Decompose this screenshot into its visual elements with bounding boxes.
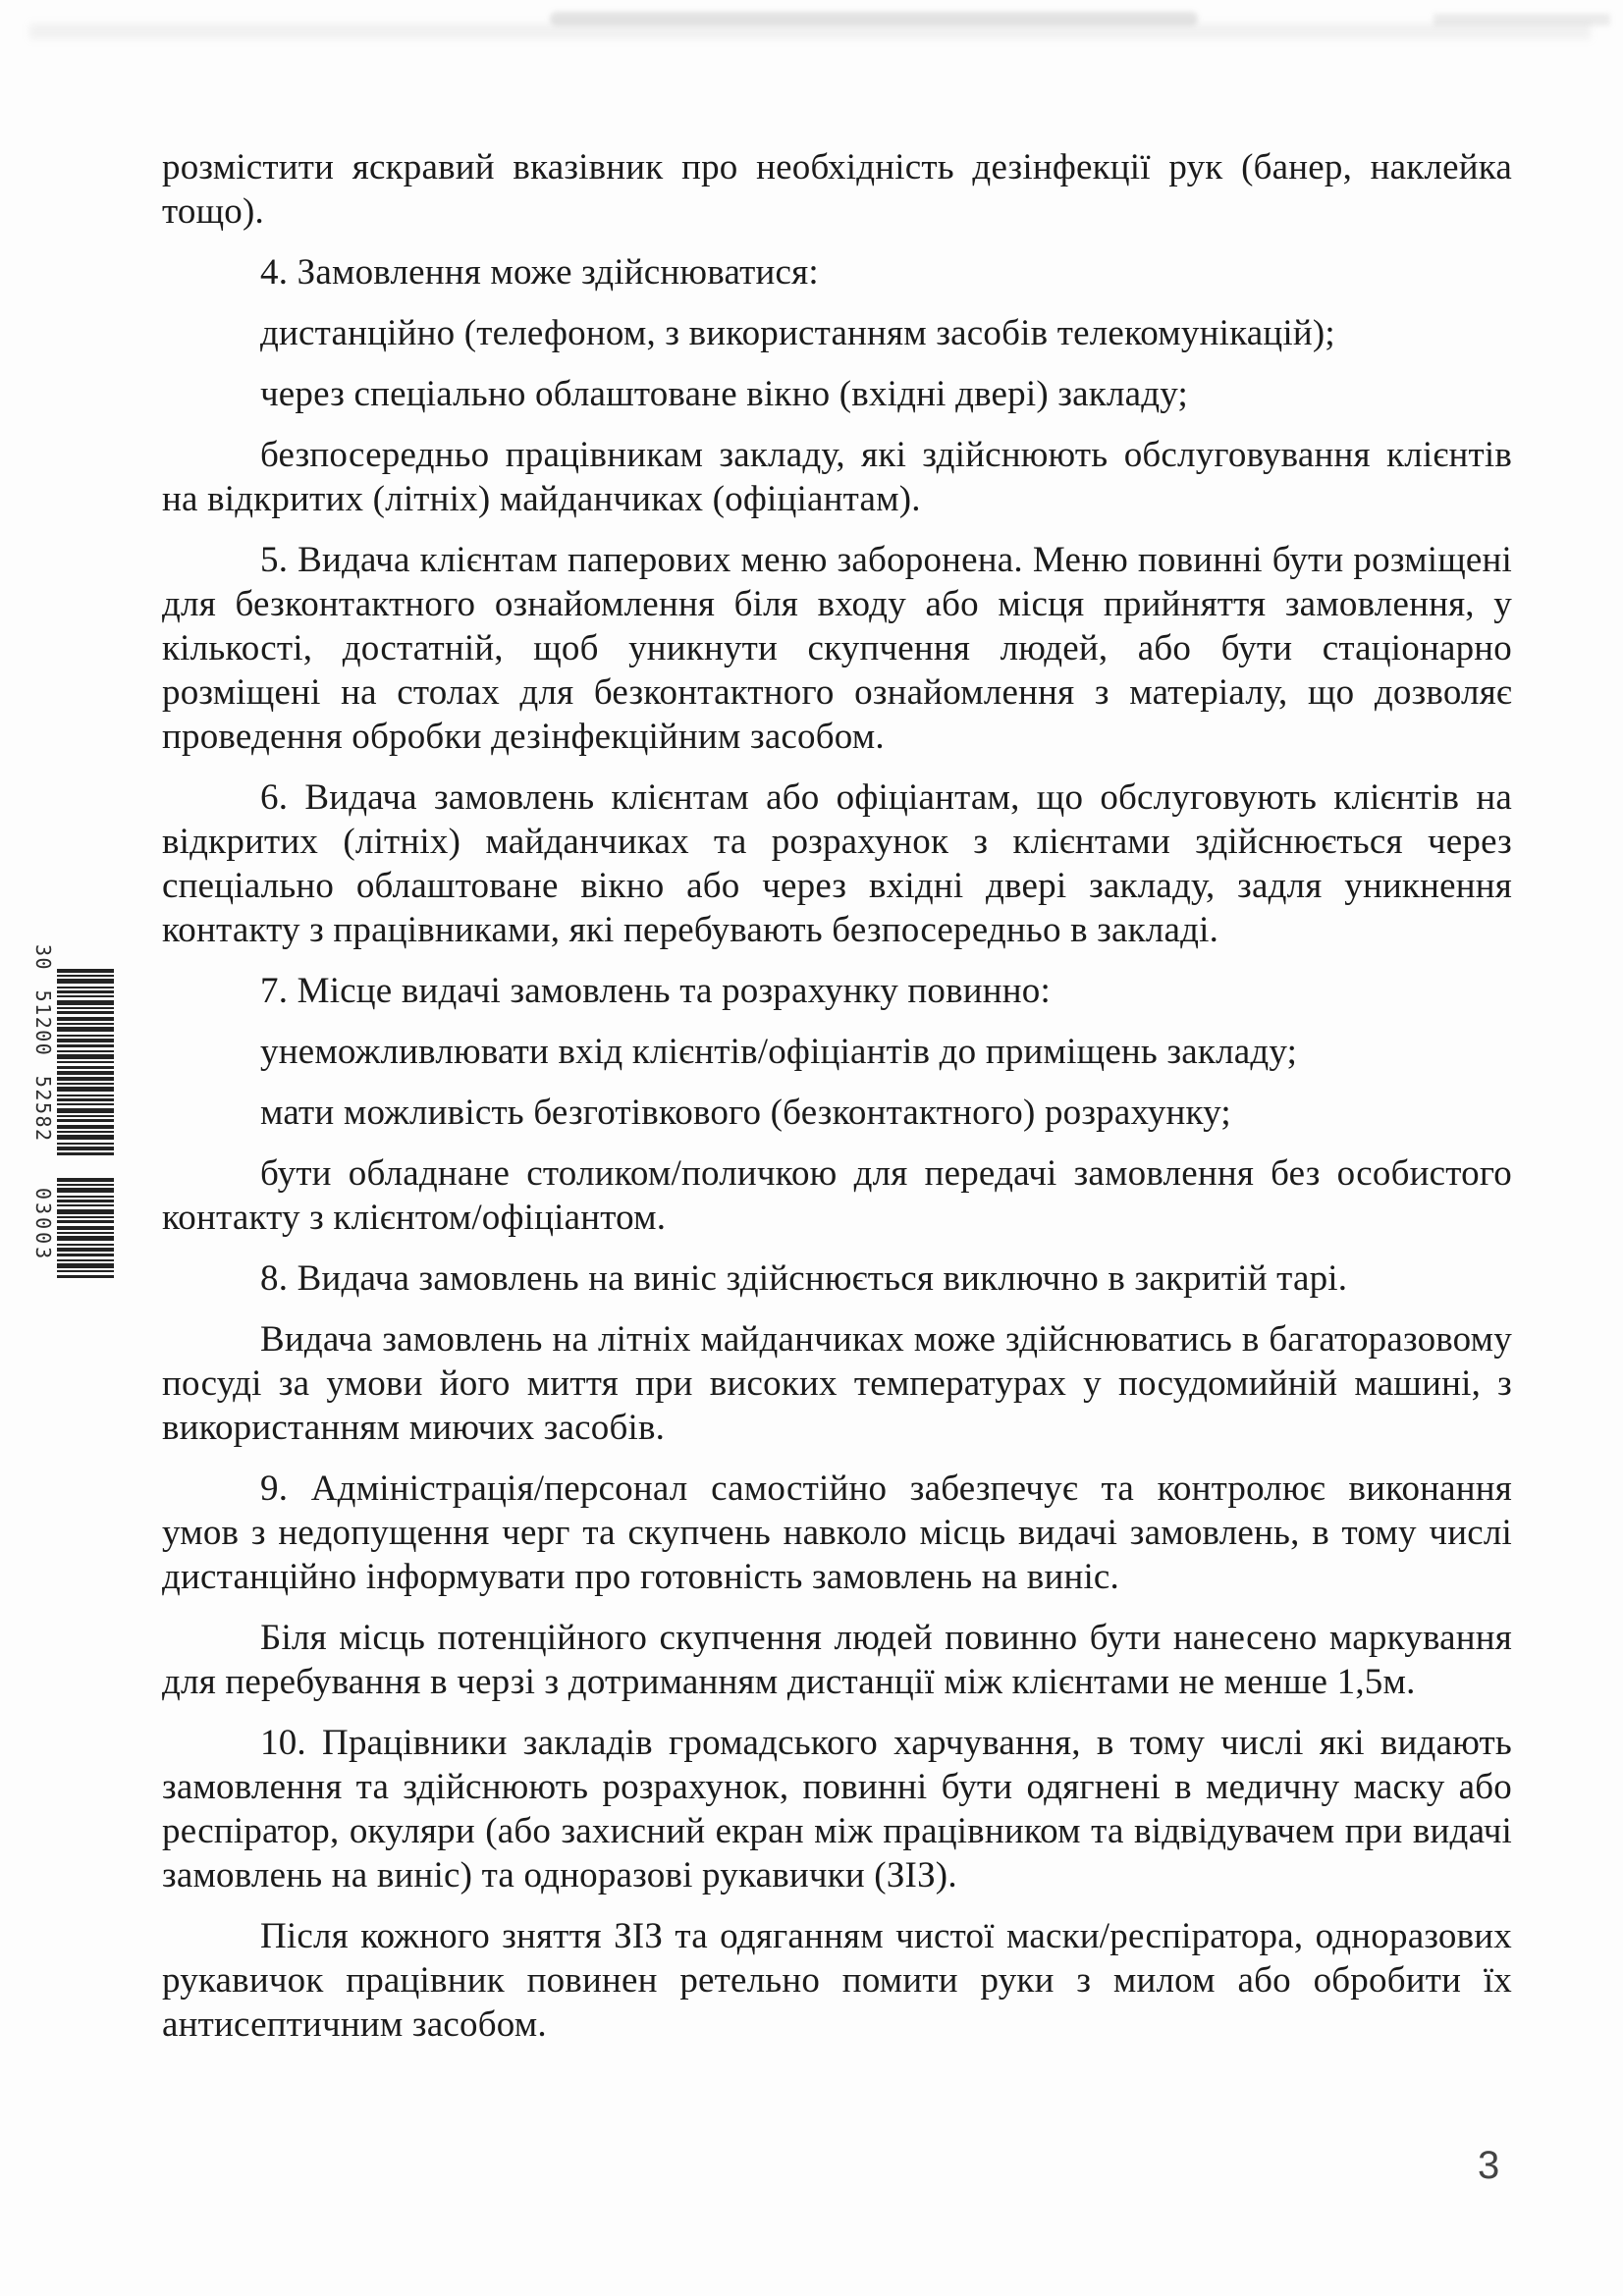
paragraph: 5. Видача клієнтам паперових меню заборонена. Меню повинні бути розміщені для безконтактного ознайомлення біля входу або місця прийняття замовлення, у кількості, достатній, щоб уникнути скупчення людей, або бути стаціонарно розміщені на столах для безконтактного ознайомлення з матеріалу, що дозволяє проведення обробки дезінфекційним засобом. xyxy=(162,540,1512,757)
paragraph: безпосередньо працівникам закладу, які здійснюють обслуговування клієнтів на відкритих (літніх) майданчиках (офіціантам). xyxy=(162,435,1512,519)
barcode xyxy=(26,944,114,1286)
document-text xyxy=(162,145,1512,2047)
paragraph: через спеціально облаштоване вікно (вхідні двері) закладу; xyxy=(260,374,1188,414)
paragraph: розмістити яскравий вказівник про необхідність дезінфекції рук (банер, наклейка тощо). xyxy=(162,147,1512,232)
paragraph: 7. Місце видачі замовлень та розрахунку повинно: xyxy=(260,971,1051,1011)
paragraph: 8. Видача замовлень на виніс здійснюється виключно в закритій тарі. xyxy=(260,1258,1348,1299)
barcode-bars-upper xyxy=(57,969,114,1156)
paragraph: 4. Замовлення може здійснюватися: xyxy=(260,252,819,293)
page-number: 3 xyxy=(1478,2144,1500,2187)
barcode-inner xyxy=(26,944,114,1283)
paragraph: 9. Адміністрація/персонал самостійно забезпечує та контролює виконання умов з недопущення черг та скупчень навколо місць видачі замовлень, в тому числі дистанційно інформувати про готовність замовлень на виніс. xyxy=(162,1468,1512,1597)
paragraph: Після кожного зняття ЗІЗ та одяганням чистої маски/респіратора, одноразових рукавичок працівник повинен ретельно помити руки з милом або обробити їх антисептичним засобом. xyxy=(162,1916,1512,2045)
barcode-bars-lower xyxy=(57,1178,114,1278)
paragraph: унеможливлювати вхід клієнтів/офіціантів до приміщень закладу; xyxy=(260,1032,1298,1072)
barcode-digits-lower: 03003 xyxy=(31,1188,55,1262)
paragraph: Видача замовлень на літніх майданчиках може здійснюватись в багаторазовому посуді за умови його миття при високих температурах у посудомийній машині, з використанням миючих засобів. xyxy=(162,1319,1512,1448)
paragraph: 10. Працівники закладів громадського харчування, в тому числі які видають замовлення та здійснюють розрахунок, повинні бути одягнені в медичну маску або респіратор, окуляри (або захисний екран між працівником та відвідувачем при видачі замовлень на виніс) та одноразові рукавички (ЗІЗ). xyxy=(162,1723,1512,1896)
scan-artifact-top-band xyxy=(29,24,1591,39)
paragraph: 6. Видача замовлень клієнтам або офіціантам, що обслуговують клієнтів на відкритих (літніх) майданчиках та розрахунок з клієнтами здійснюється через спеціально облаштоване вікно або через вхідні двері закладу, задля уникнення контакту з працівниками, які перебувають безпосередньо в закладі. xyxy=(162,777,1512,950)
paragraph: дистанційно (телефоном, з використанням засобів телекомунікацій); xyxy=(260,313,1335,353)
scan-artifact-top-center xyxy=(550,12,1198,26)
paragraph: бути обладнане столиком/поличкою для передачі замовлення без особистого контакту з клієнтом/офіціантом. xyxy=(162,1153,1512,1238)
paragraph: мати можливість безготівкового (безконтактного) розрахунку; xyxy=(260,1093,1231,1133)
barcode-digits-upper: 30 51200 52582 xyxy=(31,944,55,1143)
scan-artifact-top-right xyxy=(1434,14,1610,26)
paragraph: Біля місць потенційного скупчення людей повинно бути нанесено маркування для перебування в черзі з дотриманням дистанції між клієнтами не менше 1,5м. xyxy=(162,1618,1512,1702)
